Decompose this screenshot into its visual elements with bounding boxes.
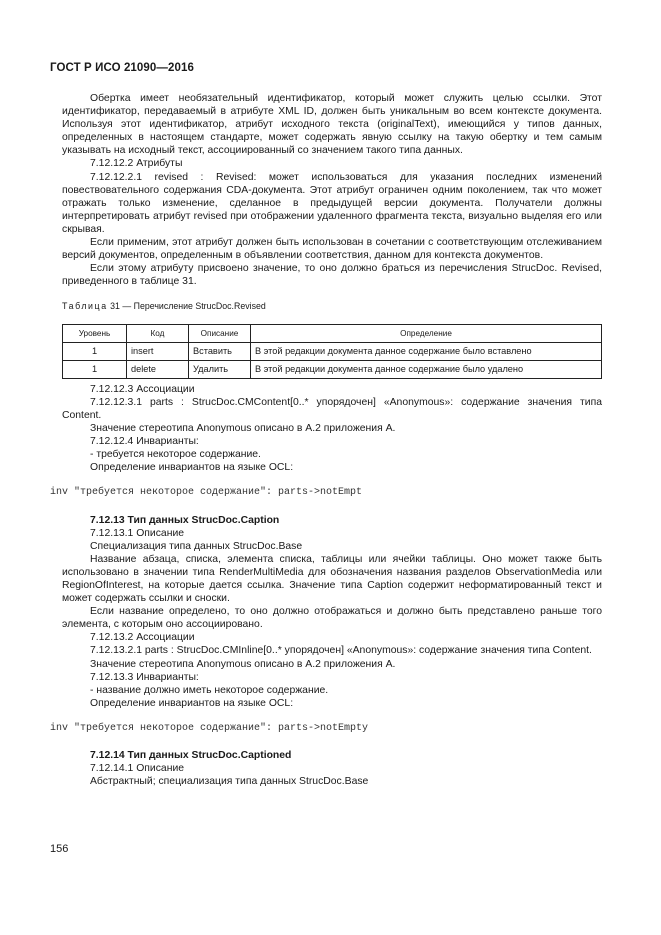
paragraph: Специализация типа данных StrucDoc.Base — [90, 540, 303, 552]
table-row — [63, 342, 602, 360]
cell-definition: В этой редакции документа данное содержание было вставлено — [251, 342, 602, 360]
list-item: - требуется некоторое содержание. — [90, 449, 261, 461]
cell-description: Удалить — [189, 360, 251, 378]
cell-code: insert — [127, 342, 189, 360]
paragraph: Название абзаца, списка, элемента списка, таблицы или ячейки таблицы. Оно может также быть использовано в значении типа RenderMultiMedia для обозначения названия разделов ObservationMedia или RegionOfInterest, на которые дается ссылка. Значение типа Caption содержит неформатированный текст и может содержать ссылки и сноски. — [62, 553, 602, 605]
cell-code: delete — [127, 360, 189, 378]
paragraph: Если применим, этот атрибут должен быть использован в сочетании с соответствующим отслеживанием версий документов, определенным в объявлении соответствия, данном для контекста документов. — [62, 237, 602, 262]
section-heading: 7.12.13.3 Инварианты: — [90, 671, 199, 683]
section-heading: 7.12.12.4 Инварианты: — [90, 436, 199, 448]
section-heading: 7.12.13.1 Описание — [90, 527, 185, 539]
table-caption-text: 31 — Перечисление StrucDoc.Revised — [110, 301, 266, 312]
cell-description: Вставить — [189, 342, 251, 360]
table-caption-label: Таблица — [62, 301, 108, 312]
document-body — [50, 92, 602, 788]
cell-level: 1 — [63, 360, 127, 378]
ocl-code: inv "требуется некоторое содержание": parts->notEmpt — [50, 487, 363, 499]
column-header-level: Уровень — [63, 324, 127, 342]
section-title: 7.12.13 Тип данных StrucDoc.Caption — [90, 514, 280, 526]
paragraph: Значение стереотипа Anonymous описано в А.2 приложения А. — [90, 658, 396, 670]
paragraph: Абстрактный; специализация типа данных StrucDoc.Base — [90, 776, 369, 788]
revised-enum-table — [62, 324, 602, 379]
column-header-description: Описание — [189, 324, 251, 342]
paragraph: Если этому атрибуту присвоено значение, то оно должно браться из перечисления StrucDoc. Revised, приведенного в таблице 31. — [62, 263, 602, 288]
paragraph: Обертка имеет необязательный идентификатор, который может служить целью ссылки. Этот идентификатор, передаваемый в атрибуте XML ID, должен быть уникальным во всем контексте документа. Используя этот идентификатор, атрибут исходного текста (originalText), имеющийся у типов данных, определенных в настоящем стандарте, может содержать явную ссылку на такую обертку и тем самым указывать на исходный текст, ассоциированный со значением такого типа данных. — [62, 93, 602, 157]
paragraph: 7.12.12.3.1 parts : StrucDoc.CMContent[0..* упорядочен] «Anonymous»: содержание значения типа Content. — [62, 396, 602, 421]
document-header: ГОСТ Р ИСО 21090—2016 — [50, 62, 195, 74]
paragraph: Определение инвариантов на языке OCL: — [90, 462, 294, 474]
column-header-code: Код — [127, 324, 189, 342]
ocl-code: inv "требуется некоторое содержание": parts->notEmpty — [50, 722, 369, 734]
section-title: 7.12.14 Тип данных StrucDoc.Captioned — [90, 750, 292, 762]
paragraph: 7.12.12.2.1 revised : Revised: может использоваться для указания последних изменений повествовательного содержания CDA-документа. Этот атрибут ограничен одним поколением, так что может отражать только изменение, сделанное в предыдущей версии документа. Получатели должны интерпретировать атрибут revised при отображении удаленного фрагмента текста, визуально выделяя его или скрывая. — [62, 171, 602, 235]
section-heading: 7.12.13.2 Ассоциации — [90, 632, 195, 644]
section-heading: 7.12.12.3 Ассоциации — [90, 383, 195, 395]
section-heading: 7.12.14.1 Описание — [90, 763, 185, 775]
list-item: - название должно иметь некоторое содержание. — [90, 684, 329, 696]
table-caption — [62, 300, 602, 313]
paragraph: Определение инвариантов на языке OCL: — [90, 697, 294, 709]
table-header-row — [63, 324, 602, 342]
section-heading: 7.12.12.2 Атрибуты — [90, 158, 183, 170]
cell-definition: В этой редакции документа данное содержание было удалено — [251, 360, 602, 378]
paragraph: Если название определено, то оно должно отображаться и должно быть представлено раньше того элемента, с которым оно ассоциировано. — [62, 606, 602, 631]
page-number: 156 — [50, 843, 69, 855]
column-header-definition: Определение — [251, 324, 602, 342]
paragraph: 7.12.13.2.1 parts : StrucDoc.CMInline[0..* упорядочен] «Anonymous»: содержание значения типа Content. — [90, 645, 592, 657]
paragraph: Значение стереотипа Anonymous описано в А.2 приложения А. — [90, 423, 396, 435]
cell-level: 1 — [63, 342, 127, 360]
table-row — [63, 360, 602, 378]
